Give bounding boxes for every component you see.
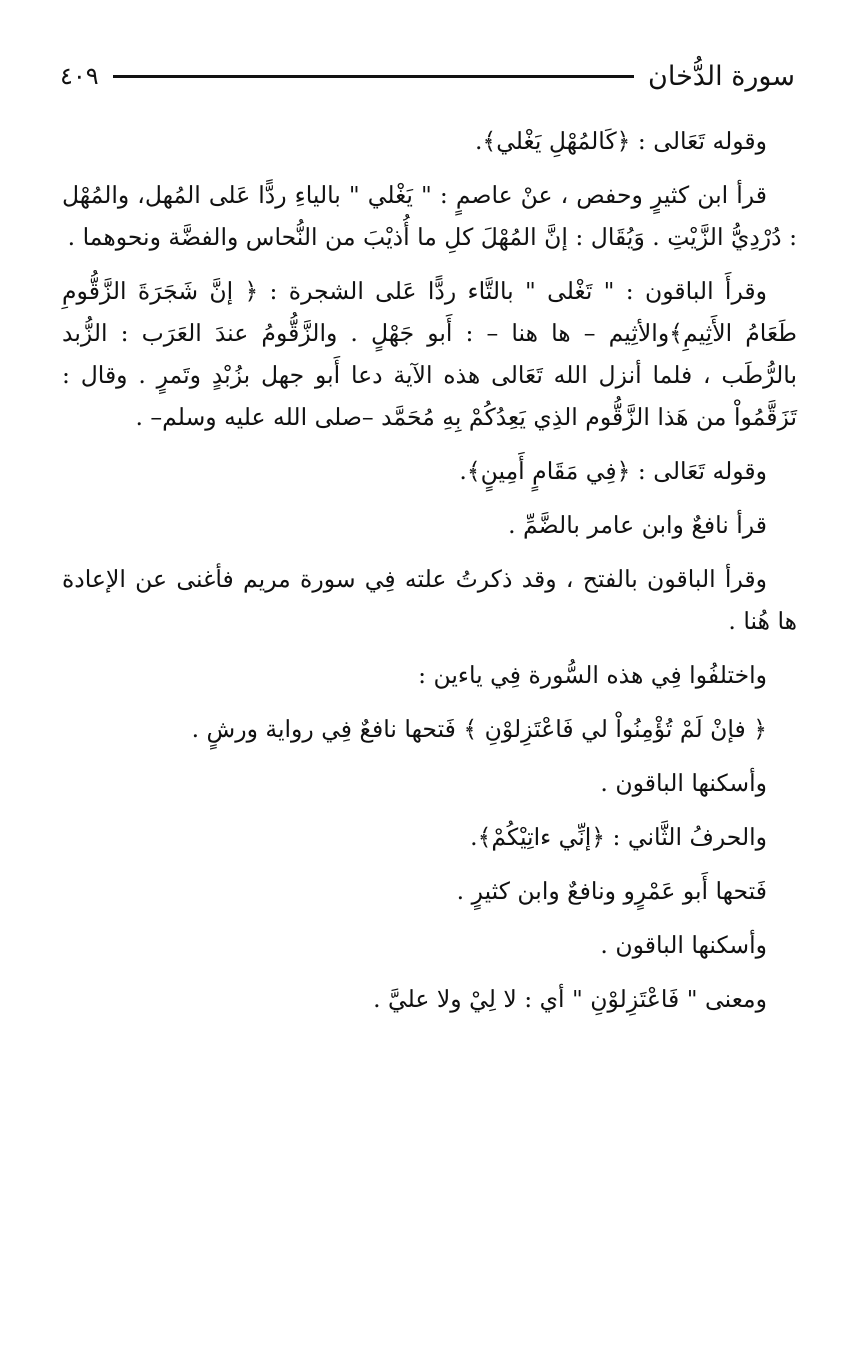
paragraph: قرأ ابن كثيرٍ وحفص ، عنْ عاصمٍ : " يَغْلي " بالياءِ ردًّا عَلى المُهل، والمُهْل : دُرْدِيُّ الزَّيْتِ . وَيُقَال : إنَّ المُهْلَ كلِ ما أُذيْبَ من النُّحاس والفضَّة ونحوهما . <box>62 181 797 251</box>
paragraph: وقرأ الباقون بالفتح ، وقد ذكرتُ علته فِي سورة مريم فأغنى عن الإعادة ها هُنا . <box>62 565 797 635</box>
paragraph: وقوله تَعَالى : ﴿كَالمُهْلِ يَغْلي﴾. <box>474 127 767 155</box>
page-body <box>62 120 797 1032</box>
paragraph: قرأ نافعٌ وابن عامر بالضَّمِّ . <box>508 511 767 539</box>
page-header <box>60 56 795 96</box>
paragraph: ومعنى " فَاعْتَزِلوْنِ " أي : لا لِيْ ولا عليَّ . <box>373 985 767 1013</box>
paragraph: وأسكنها الباقون . <box>600 769 767 797</box>
header-rule <box>113 75 634 78</box>
paragraph: وقرأَ الباقون : " تَغْلى " بالتَّاء ردًّا عَلى الشجرة : ﴿ إنَّ شَجَرَةَ الزَّقُّومِ طَعَامُ الأَثِيمِ﴾والأثِيم – ها هنا – : أَبو جَهْلٍ . والزَّقُّومُ عندَ العَرَب : الزُّبد بالرُّطَب ، فلما أنزل الله تَعَالى هذه الآية دعا أَبو جهل بزُبْدٍ وتَمرٍ . وقال : تَزَقَّمُواْ من هَذا الزَّقُّوم الذِي يَعِدُكُمْ بِهِ مُحَمَّد –صلى الله عليه وسلم– . <box>62 277 797 431</box>
paragraph: والحرفُ الثَّاني : ﴿إنِّي ءاتِيْكُمْ﴾. <box>470 823 767 851</box>
paragraph: ﴿ فإنْ لَمْ تُؤْمِنُواْ لي فَاعْتَزِلوْنِ ﴾ فَتحها نافعٌ فِي رواية ورشٍ . <box>191 715 767 743</box>
page-number: ٤٠٩ <box>60 62 99 90</box>
surah-title: سورة الدُّخان <box>648 60 795 92</box>
paragraph: واختلفُوا فِي هذه السُّورة فِي ياءين : <box>418 661 767 689</box>
paragraph: وأسكنها الباقون . <box>600 931 767 959</box>
paragraph: وقوله تَعَالى : ﴿فِي مَقَامٍ أَمِينٍ﴾. <box>459 457 767 485</box>
paragraph: فَتحها أَبو عَمْرٍو ونافعٌ وابن كثيرٍ . <box>456 877 767 905</box>
